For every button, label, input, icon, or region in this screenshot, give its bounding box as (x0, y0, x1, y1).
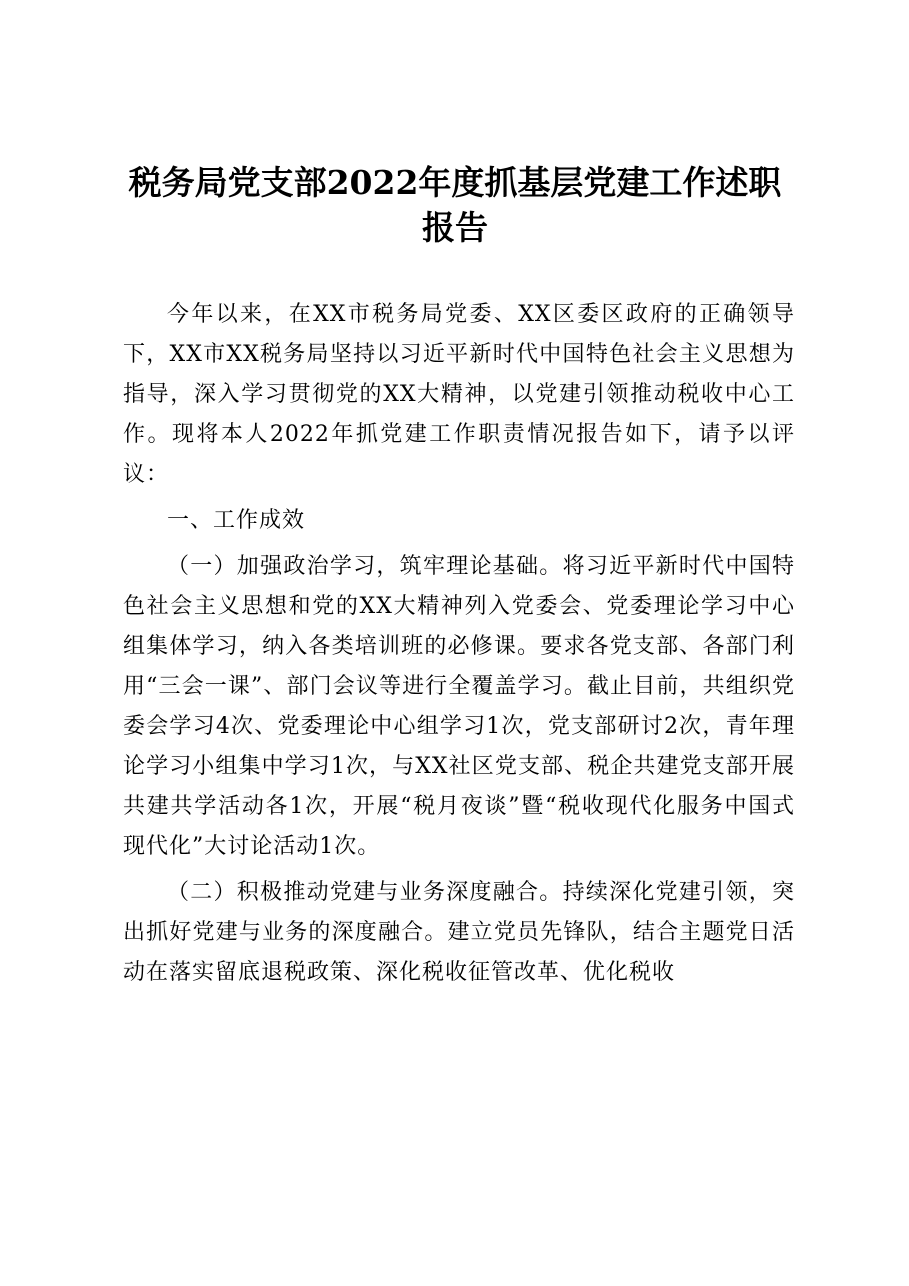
document-title: 税务局党支部2022年度抓基层党建工作述职报告 (128, 163, 782, 247)
document-body (123, 295, 795, 999)
paragraph-political-study: （一）加强政治学习，筑牢理论基础。将习近平新时代中国特色社会主义思想和党的XX大精神列入党委会、党委理论学习中心组集体学习，纳入各类培训班的必修课。要求各党支部、各部门利用“三会一课”、部门会议等进行全覆盖学习。截止目前，共组织党委会学习4次、党委理论中心组学习1次，党支部研讨2次，青年理论学习小组集中学习1次，与XX社区党支部、税企共建党支部开展共建共学活动各1次，开展“税月夜谈”暨“税收现代化服务中国式现代化”大讨论活动1次。 (123, 554, 795, 859)
section-heading-work-results: 一、工作成效 (167, 508, 306, 533)
paragraph-party-business-integration: （二）积极推动党建与业务深度融合。持续深化党建引领，突出抓好党建与业务的深度融合。建立党员先锋队，结合主题党日活动在落实留底退税政策、深化税收征管改革、优化税收 (123, 880, 795, 985)
paragraph-intro: 今年以来，在XX市税务局党委、XX区委区政府的正确领导下，XX市XX税务局坚持以习近平新时代中国特色社会主义思想为指导，深入学习贯彻党的XX大精神，以党建引领推动税收中心工作。现将本人2022年抓党建工作职责情况报告如下，请予以评议： (123, 302, 795, 487)
